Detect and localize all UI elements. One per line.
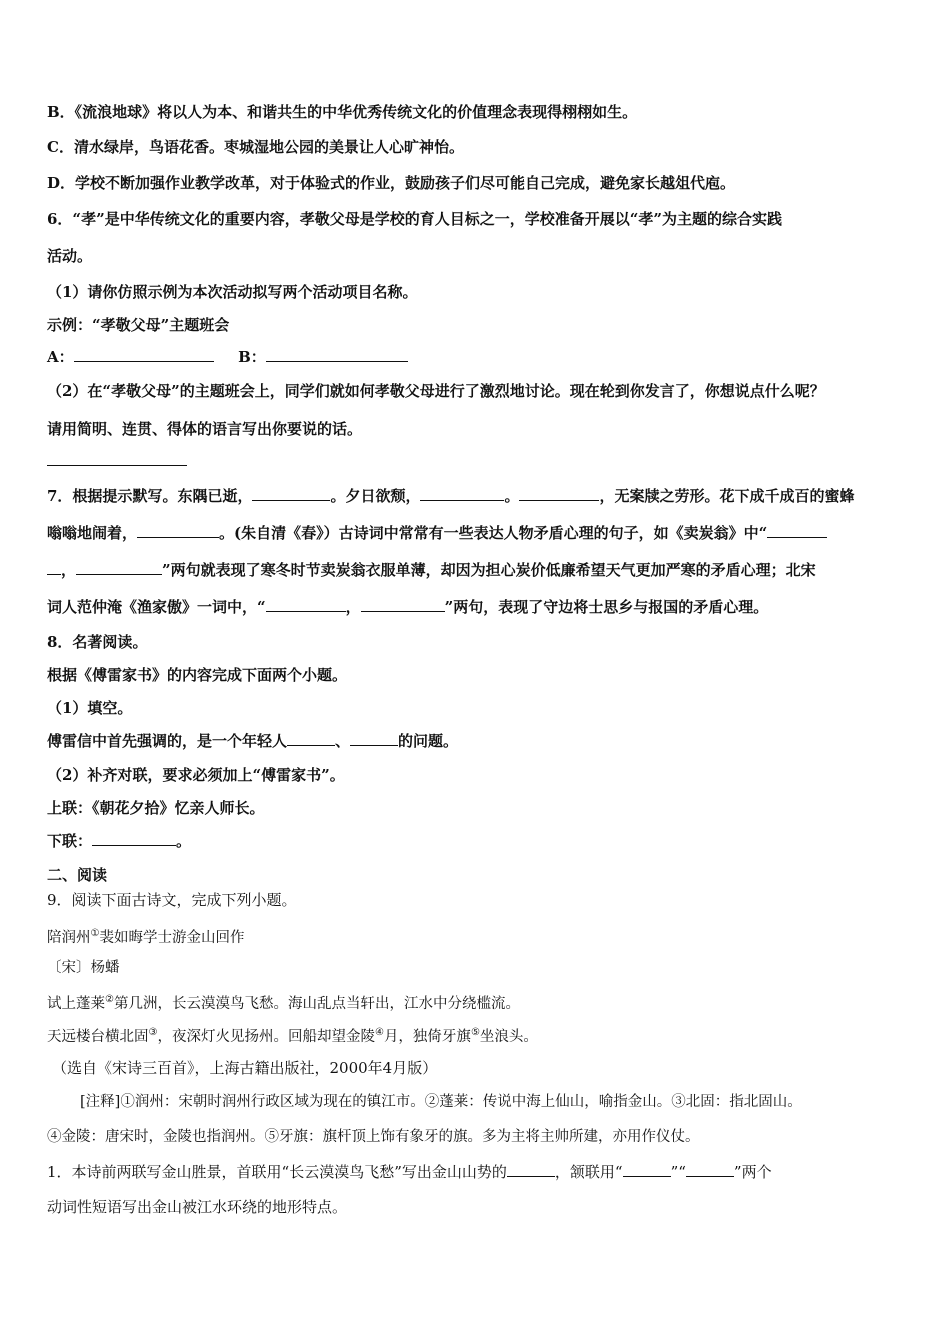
q6-part1: （1）请你仿照示例为本次活动拟写两个活动项目名称。 [47, 283, 418, 301]
poem-title-text: 裴如晦学士游金山回作 [99, 929, 245, 946]
q9-sub1-line1 [47, 1162, 772, 1182]
q8-upper-couplet: 上联：《朝花夕拾》忆亲人师长。 [47, 799, 265, 817]
section-heading: 二、阅读 [47, 866, 108, 884]
q8-intro: 根据《傅雷家书》的内容完成下面两个小题。 [47, 666, 348, 684]
q9-blank-3[interactable] [686, 1162, 734, 1177]
q9-sub1-line2: 动词性短语写出金山被江水环绕的地形特点。 [47, 1198, 348, 1216]
q8-title: 8．名著阅读。 [47, 633, 148, 651]
q8-blank-1[interactable] [287, 731, 335, 746]
q7-text: ， [345, 598, 361, 616]
q8-text: 下联： [47, 832, 93, 850]
q9-text: ”“ [670, 1163, 686, 1181]
q6-part2-line1: （2）在“孝敬父母”的主题班会上，同学们就如何孝敬父母进行了激烈地讨论。现在轮到你发言了，你想说点什么呢？ [47, 382, 825, 400]
q8-text: 。 [176, 832, 192, 850]
q9-blank-1[interactable] [507, 1162, 555, 1177]
q8-text: 傅雷信中首先强调的，是一个年轻人 [47, 732, 288, 750]
q9-stem: 9．阅读下面古诗文，完成下列小题。 [47, 891, 297, 909]
poem-author: 〔宋〕杨蟠 [47, 960, 120, 976]
q8-part2: （2）补齐对联，要求必须加上“傅雷家书”。 [47, 766, 345, 784]
q8-text: 的问题。 [398, 732, 459, 750]
verse-text: 天远楼台横北固 [47, 1028, 149, 1045]
q6-answer-line [47, 347, 408, 367]
note-marker: ③ [148, 1027, 158, 1038]
q7-line1 [47, 486, 855, 506]
q7-blank-2[interactable] [420, 486, 504, 501]
q6-a-blank[interactable] [74, 347, 214, 362]
poem-source: （选自《宋诗三百首》，上海古籍出版社，2000年4月版） [52, 1059, 438, 1077]
q6-example: 示例：“孝敬父母”主题班会 [47, 316, 230, 334]
q6-answer-blank[interactable] [47, 465, 187, 466]
note-marker: ④ [374, 1027, 384, 1038]
q7-blank-3[interactable] [519, 486, 599, 501]
q5-option-c: C．清水绿岸，鸟语花香。枣城湿地公园的美景让人心旷神怡。 [47, 138, 464, 156]
q7-text: 。(朱自清《春》）古诗词中常常有一些表达人物矛盾心理的句子，如《卖炭翁》中“ [219, 524, 768, 542]
verse-text: 坐浪头。 [479, 1028, 538, 1045]
q7-text: 。 [504, 487, 520, 505]
q8-part1: （1）填空。 [47, 699, 133, 717]
note-marker: ① [90, 928, 100, 939]
q7-blank-7[interactable] [266, 597, 346, 612]
q8-blank-3[interactable] [92, 831, 176, 846]
q9-text: 1．本诗前两联写金山胜景，首联用“长云漠漠鸟飞愁”写出金山山势的 [47, 1163, 507, 1181]
q7-text: 7．根据提示默写。东隅已逝， [47, 487, 253, 505]
verse-text: 第几洲，长云漠漠鸟飞愁。海山乱点当轩出，江水中分绕槛流。 [113, 995, 520, 1012]
notes-line-2: ④金陵：唐宋时，金陵也指润州。⑤牙旗：旗杆顶上饰有象牙的旗。多为主将主帅所建，亦用作仪仗。 [47, 1129, 700, 1145]
q9-text: ”两个 [733, 1163, 772, 1181]
q7-text: 嗡嗡地闹着， [47, 524, 138, 542]
q7-text: ”两句就表现了寒冬时节卖炭翁衣服单薄，却因为担心炭价低廉希望天气更加严寒的矛盾心理；北宋 [162, 561, 816, 579]
q8-text: 、 [335, 732, 351, 750]
q6-stem-line2: 活动。 [47, 247, 93, 265]
verse-text: 月，独倚牙旗 [383, 1028, 471, 1045]
q6-b-label: B： [238, 348, 266, 366]
q5-option-b: B．《流浪地球》将以人为本、和谐共生的中华优秀传统文化的价值理念表现得栩栩如生。 [47, 103, 638, 121]
q7-text: ”两句，表现了守边将士思乡与报国的矛盾心理。 [444, 598, 769, 616]
q7-text: 。夕日欲颓， [330, 487, 421, 505]
q7-blank-6[interactable] [76, 560, 162, 575]
poem-title-text: 陪润州 [47, 929, 91, 946]
verse-text: 试上蓬莱 [47, 995, 105, 1012]
poem-verse-1 [47, 990, 520, 1014]
q7-blank-5b[interactable] [47, 560, 61, 575]
q5-option-d: D．学校不断加强作业教学改革，对于体验式的作业，鼓励孩子们尽可能自己完成，避免家长越俎代庖。 [47, 174, 736, 192]
q7-blank-1[interactable] [252, 486, 330, 501]
q9-blank-2[interactable] [623, 1162, 671, 1177]
q6-stem-line1: 6．“孝”是中华传统文化的重要内容，孝敬父母是学校的育人目标之一，学校准备开展以“孝”为主题的综合实践 [47, 210, 782, 228]
q7-text: ， [61, 561, 77, 579]
q7-blank-5a[interactable] [767, 523, 827, 538]
q8-blank-2[interactable] [350, 731, 398, 746]
q7-line2 [47, 523, 827, 543]
q9-text: ，颔联用“ [554, 1163, 623, 1181]
q7-text: 词人范仲淹《渔家傲》一词中，“ [47, 598, 266, 616]
note-marker: ⑤ [470, 1027, 480, 1038]
notes-line-1: [注释]①润州：宋朝时润州行政区域为现在的镇江市。②蓬莱：传说中海上仙山，喻指金山。③北固：指北固山。 [80, 1094, 802, 1110]
q6-part2-line2: 请用简明、连贯、得体的语言写出你要说的话。 [47, 420, 363, 438]
verse-text: ，夜深灯火见扬州。回船却望金陵 [157, 1028, 375, 1045]
q7-line4 [47, 597, 768, 617]
q7-text: ，无案牍之劳形。花下成千成百的蜜蜂 [599, 487, 855, 505]
note-marker: ② [105, 994, 114, 1005]
q7-line3 [47, 560, 816, 580]
q8-lower-couplet [47, 831, 191, 851]
poem-verse-2 [47, 1023, 538, 1047]
poem-title [47, 924, 244, 948]
q6-b-blank[interactable] [266, 347, 408, 362]
q7-blank-4[interactable] [137, 523, 219, 538]
q8-fill-line [47, 731, 458, 751]
q6-a-label: A： [47, 348, 74, 366]
q7-blank-8[interactable] [361, 597, 445, 612]
